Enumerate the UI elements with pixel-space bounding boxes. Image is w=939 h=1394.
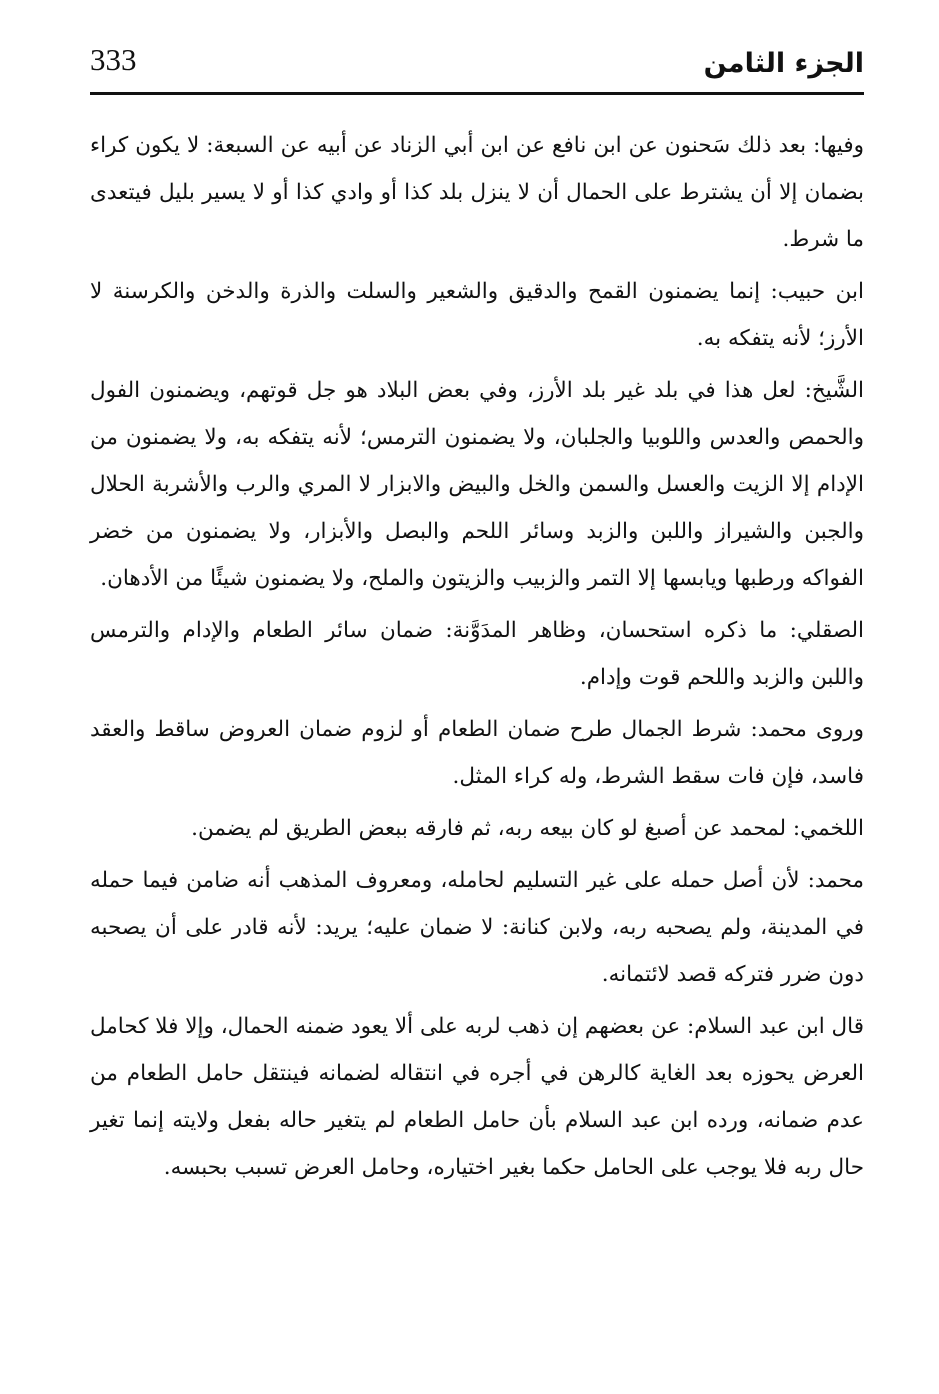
- running-title: الجزء الثامن: [703, 48, 864, 79]
- page-number: 333: [90, 42, 137, 77]
- paragraph: وروى محمد: شرط الجمال طرح ضمان الطعام أو لزوم ضمان العروض ساقط والعقد فاسد، فإن فات سقط الشرط، وله كراء المثل.: [90, 717, 864, 789]
- paragraph: وفيها: بعد ذلك سَحنون عن ابن نافع عن ابن أبي الزناد عن أبيه عن السبعة: لا يكون كراء بضمان إلا أن يشترط على الحمال أن لا ينزل بلد كذا أو وادي كذا أو لا يسير بليل فيتعدى ما شرط.: [90, 133, 864, 252]
- header-rule: [90, 92, 864, 95]
- paragraph: ابن حبيب: إنما يضمنون القمح والدقيق والشعير والسلت والذرة والدخن والكرسنة لا الأرز؛ لأنه يتفكه به.: [90, 279, 864, 351]
- paragraph: قال ابن عبد السلام: عن بعضهم إن ذهب لربه على ألا يعود ضمنه الحمال، وإلا فلا كحامل العرض يحوزه بعد الغاية كالرهن في أجره في انتقاله لضمانه فينتقل حامل الطعام من عدم ضمانه، ورده ابن عبد السلام بأن حامل الطعام لم يتغير حاله بفعل ولايته إنما تغير حال ربه فلا يوجب على الحامل حكما بغير اختياره، وحامل العرض تسبب بحبسه.: [90, 1014, 864, 1180]
- paragraph: محمد: لأن أصل حمله على غير التسليم لحامله، ومعروف المذهب أنه ضامن فيما حمله في المدينة، ولم يصحبه ربه، ولابن كنانة: لا ضمان عليه؛ يريد: لأنه قادر على أن يصحبه دون ضرر فتركه قصد لائتمانه.: [90, 868, 864, 987]
- page-body: [90, 122, 864, 1196]
- paragraph: الشَّيخ: لعل هذا في بلد غير بلد الأرز، وفي بعض البلاد هو جل قوتهم، ويضمنون الفول والحمص والعدس واللوبيا والجلبان، ولا يضمنون الترمس؛ لأنه يتفكه به، ولا يضمنون من الإدام إلا الزيت والعسل والسمن والخل والبيض والابزار لا المري والرب والأشربة الحلال والجبن والشيراز واللبن والزبد وسائر اللحم والبصل والأبزار، ولا يضمنون من خضر الفواكه ورطبها ويابسها إلا التمر والزبيب والزيتون والملح، ولا يضمنون شيئًا من الأدهان.: [90, 378, 864, 591]
- paragraph: اللخمي: لمحمد عن أصبغ لو كان بيعه ربه، ثم فارقه ببعض الطريق لم يضمن.: [191, 816, 864, 841]
- page-header: [90, 40, 864, 92]
- paragraph: الصقلي: ما ذكره استحسان، وظاهر المدَوَّنة: ضمان سائر الطعام والإدام والترمس واللبن والزبد واللحم قوت وإدام.: [90, 618, 864, 690]
